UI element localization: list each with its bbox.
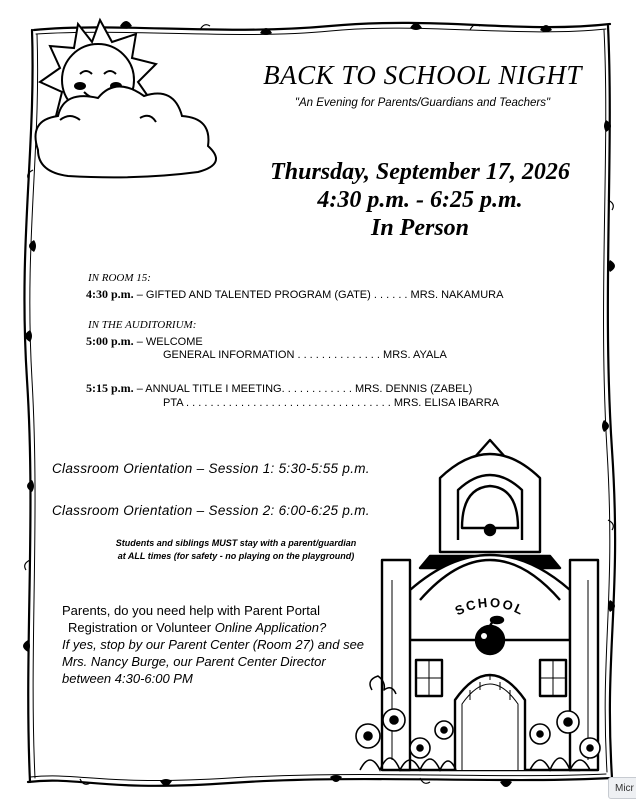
parent-help-line-5: between 4:30-6:00 PM <box>62 671 193 686</box>
room15-text: – GIFTED AND TALENTED PROGRAM (GATE) . . . . . . MRS. NAKAMURA <box>133 289 504 301</box>
parent-help-line-2b: Online Application? <box>214 620 327 635</box>
safety-note-line-2: at ALL times (for safety - no playing on the playground) <box>117 551 355 561</box>
auditorium-text-1: – WELCOME <box>133 336 203 348</box>
parent-help-line-1: Parents, do you need help with Parent Portal <box>62 603 320 618</box>
auditorium-time-1: 5:00 p.m. <box>86 334 134 348</box>
corner-tab[interactable]: Micr <box>608 777 636 799</box>
event-title: BACK TO SCHOOL NIGHT <box>263 60 582 90</box>
svg-text:SCHOOL <box>453 595 528 619</box>
parent-help-line-4: Mrs. Nancy Burge, our Parent Center Director <box>62 654 326 669</box>
event-mode: In Person <box>370 215 470 241</box>
room15-time: 4:30 p.m. <box>86 287 134 301</box>
auditorium-row-2b: PTA . . . . . . . . . . . . . . . . . . . . . . . . . . . . . . . . . . MRS. ELISA IBARRA <box>163 397 499 409</box>
orientation-session-2: Classroom Orientation – Session 2: 6:00-6:25 p.m. <box>52 503 370 518</box>
safety-note-line-1: Students and siblings MUST stay with a parent/guardian <box>115 538 357 548</box>
parent-help-line-3: If yes, stop by our Parent Center (Room 27) and see <box>62 637 365 652</box>
room15-label: IN ROOM 15: <box>88 272 151 284</box>
auditorium-row-1b: GENERAL INFORMATION . . . . . . . . . . . . . . MRS. AYALA <box>163 349 447 361</box>
event-subtitle: "An Evening for Parents/Guardians and Teachers" <box>294 97 551 109</box>
orientation-session-1: Classroom Orientation – Session 1: 5:30-5:55 p.m. <box>52 461 370 476</box>
auditorium-time-2: 5:15 p.m. <box>86 381 134 395</box>
school-sign-text: SCHOOL <box>452 594 528 619</box>
parent-help-line-2a: Registration or Volunteer <box>68 620 215 635</box>
event-time: 4:30 p.m. - 6:25 p.m. <box>317 187 523 213</box>
event-date: Thursday, September 17, 2026 <box>270 159 570 185</box>
auditorium-text-2: – ANNUAL TITLE I MEETING. . . . . . . . . . . . MRS. DENNIS (ZABEL) <box>133 383 473 395</box>
auditorium-label: IN THE AUDITORIUM: <box>88 319 197 331</box>
